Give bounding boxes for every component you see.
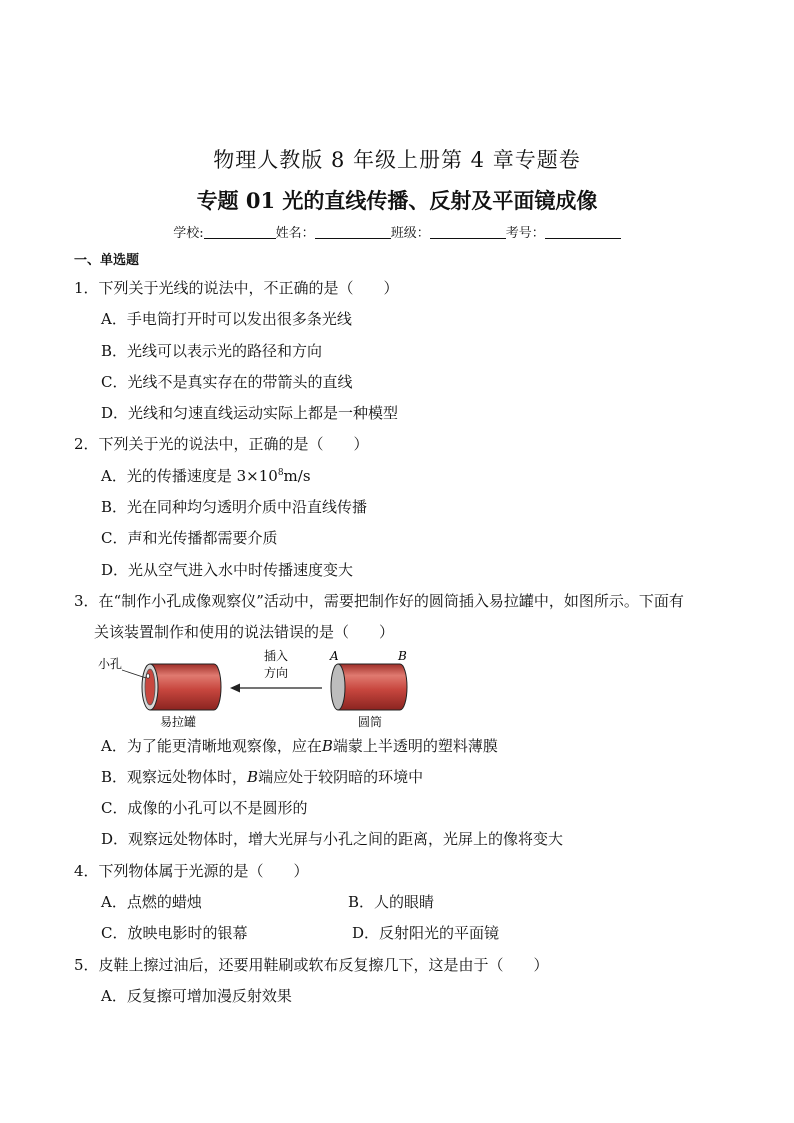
option-3c[interactable]: C．成像的小孔可以不是圆形的	[101, 799, 308, 817]
question-3	[74, 591, 684, 611]
option-text: B．观察远处物体时，	[101, 768, 248, 786]
option-2d[interactable]: D．光从空气进入水中时传播速度变大	[101, 561, 354, 579]
question-2	[74, 434, 369, 454]
question-stem: 下列物体属于光源的是（ ）	[98, 862, 309, 880]
tube-cylinder	[331, 664, 407, 710]
option-1c[interactable]: C．光线不是真实存在的带箭头的直线	[101, 373, 353, 391]
tube-label: 圆筒	[358, 715, 383, 729]
exam-title: 物理人教版 8 年级上册第 4 章专题卷	[213, 148, 581, 172]
question-5	[74, 955, 549, 975]
option-text: A．为了能更清晰地观察像，应在	[101, 737, 322, 755]
arrow-head-icon	[230, 684, 240, 693]
can-label: 易拉罐	[160, 715, 197, 729]
end-a-label: A	[330, 649, 339, 663]
end-b-label: B	[398, 649, 407, 663]
question-1	[74, 278, 399, 298]
option-3b[interactable]	[101, 767, 423, 787]
option-5a[interactable]: A．反复擦可增加漫反射效果	[101, 987, 292, 1005]
question-number: 5．	[74, 956, 99, 974]
option-1d[interactable]: D．光线和匀速直线运动实际上都是一种模型	[101, 404, 399, 422]
option-4c[interactable]: C．放映电影时的银幕	[101, 924, 248, 942]
question-stem: 皮鞋上擦过油后，还要用鞋刷或软布反复擦几下，这是由于（ ）	[98, 956, 549, 974]
end-letter: B	[321, 737, 333, 755]
option-2a[interactable]	[101, 466, 311, 486]
question-number: 3．	[74, 592, 99, 610]
class-label: 班级：	[390, 226, 430, 241]
question-number: 2．	[74, 435, 99, 453]
hole-label: 小孔	[98, 657, 123, 671]
option-2c[interactable]: C．声和光传播都需要介质	[101, 529, 278, 547]
student-info-line	[0, 222, 794, 241]
section-heading: 一、单选题	[74, 253, 140, 268]
pinhole-icon	[146, 674, 149, 678]
unit: m/s	[283, 467, 311, 485]
option-text: A．光的传播速度是 3×10	[101, 467, 278, 485]
question-stem: 下列关于光线的说法中，不正确的是（ ）	[98, 279, 399, 297]
insert-label-1: 插入	[264, 649, 289, 663]
question-stem-line1: 在“制作小孔成像观察仪”活动中，需要把制作好的圆筒插入易拉罐中，如图所示。下面有	[98, 592, 684, 610]
insert-label-2: 方向	[264, 666, 289, 680]
option-2b[interactable]: B．光在同种均匀透明介质中沿直线传播	[101, 498, 368, 516]
question-number: 4．	[74, 862, 99, 880]
name-label: 姓名：	[275, 226, 315, 241]
pinhole-camera-diagram	[96, 646, 426, 732]
option-1b[interactable]: B．光线可以表示光的路径和方向	[101, 342, 323, 360]
exam-no-blank[interactable]	[545, 226, 621, 239]
name-blank[interactable]	[315, 226, 391, 239]
school-blank[interactable]	[204, 226, 276, 239]
option-3d[interactable]: D．观察远处物体时，增大光屏与小孔之间的距离，光屏上的像将变大	[101, 830, 564, 848]
exam-subtitle: 专题 01 光的直线传播、反射及平面镜成像	[196, 188, 598, 213]
question-stem: 下列关于光的说法中，正确的是（ ）	[98, 435, 369, 453]
option-3a[interactable]	[101, 736, 498, 756]
question-4	[74, 861, 309, 881]
school-label: 学校:	[173, 226, 204, 241]
option-4a[interactable]: A．点燃的蜡烛	[101, 893, 202, 911]
question-stem-line2: 关该装置制作和使用的说法错误的是（ ）	[94, 623, 395, 641]
option-text-rest: 端蒙上半透明的塑料薄膜	[332, 737, 498, 755]
question-number: 1．	[74, 279, 99, 297]
can-cylinder	[142, 664, 221, 710]
exponent: 8	[277, 468, 284, 478]
class-blank[interactable]	[430, 226, 506, 239]
option-text-rest: 端应处于较阴暗的环境中	[258, 768, 424, 786]
end-letter: B	[247, 768, 259, 786]
exam-no-label: 考号：	[505, 226, 545, 241]
option-1a[interactable]: A．手电筒打开时可以发出很多条光线	[101, 310, 352, 328]
option-4b[interactable]: B．人的眼睛	[348, 893, 435, 911]
option-4d[interactable]: D．反射阳光的平面镜	[352, 924, 500, 942]
